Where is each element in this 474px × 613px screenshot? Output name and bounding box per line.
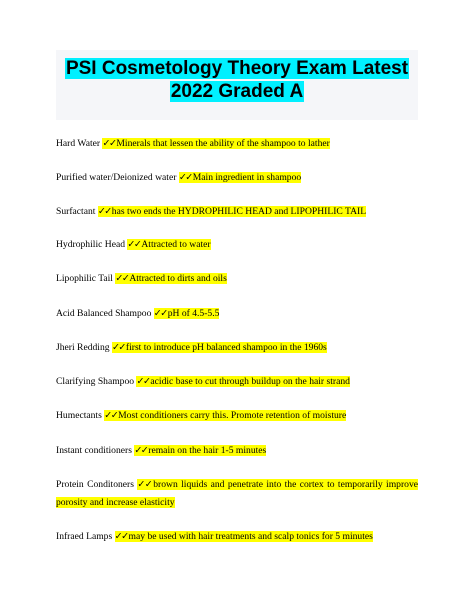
item-answer: brown liquids and penetrate into the cortex to temporarily improve porosity and increase elasticity — [56, 479, 419, 508]
item-term: Surfactant — [56, 206, 96, 217]
item-term: Humectants — [56, 410, 102, 421]
item-answer: remain on the hair 1-5 minutes — [148, 445, 267, 456]
double-check-icon: ✓✓ — [115, 273, 129, 284]
double-check-icon: ✓✓ — [134, 445, 148, 456]
item-term: Lipophilic Tail — [56, 273, 113, 284]
double-check-icon: ✓✓ — [104, 410, 118, 421]
item-term: Acid Balanced Shampoo — [56, 308, 152, 319]
item-answer: has two ends the HYDROPHILIC HEAD and LIPOPHILIC TAIL — [111, 206, 367, 217]
double-check-icon: ✓✓ — [114, 531, 128, 542]
item-answer: Attracted to water — [141, 239, 211, 250]
list-item — [56, 270, 418, 288]
list-item — [56, 203, 418, 221]
item-term: Protein Conditoners — [56, 479, 134, 490]
list-item — [56, 373, 418, 391]
item-answer: Most conditioners carry this. Promote retention of moisture — [118, 410, 347, 421]
item-answer: Attracted to dirts and oils — [129, 273, 227, 284]
document-title-text-2: 2022 Graded A — [170, 81, 304, 102]
list-item — [56, 407, 418, 425]
item-answer: may be used with hair treatments and scalp tonics for 5 minutes — [128, 531, 373, 542]
item-answer: pH of 4.5-5.5 — [167, 308, 220, 319]
item-term: Infraed Lamps — [56, 531, 113, 542]
document-title-line-1 — [56, 58, 418, 80]
double-check-icon: ✓✓ — [102, 138, 116, 149]
item-term: Hard Water — [56, 138, 101, 149]
title-box — [56, 50, 418, 120]
item-term: Instant conditioners — [56, 445, 132, 456]
item-term: Jheri Redding — [56, 342, 110, 353]
list-item — [56, 339, 418, 357]
list-item — [56, 305, 418, 323]
double-check-icon: ✓✓ — [136, 376, 150, 387]
double-check-icon: ✓✓ — [137, 479, 153, 490]
list-item — [56, 236, 418, 254]
list-item — [56, 169, 418, 187]
list-item — [56, 476, 418, 512]
double-check-icon: ✓✓ — [153, 308, 167, 319]
double-check-icon: ✓✓ — [127, 239, 141, 250]
item-term: Clarifying Shampoo — [56, 376, 135, 387]
item-term: Hydrophilic Head — [56, 239, 126, 250]
list-item — [56, 442, 418, 460]
double-check-icon: ✓✓ — [97, 206, 111, 217]
list-item — [56, 135, 418, 153]
item-answer: first to introduce pH balanced shampoo in the 1960s — [125, 342, 327, 353]
double-check-icon: ✓✓ — [111, 342, 125, 353]
item-term: Purified water/Deionized water — [56, 172, 177, 183]
list-item — [56, 528, 418, 546]
item-answer: acidic base to cut through buildup on the hair strand — [150, 376, 350, 387]
item-answer: Minerals that lessen the ability of the shampoo to lather — [116, 138, 330, 149]
document-title-line-2 — [56, 81, 418, 103]
document-title-text-1: PSI Cosmetology Theory Exam Latest — [65, 58, 409, 79]
double-check-icon: ✓✓ — [178, 172, 192, 183]
item-answer: Main ingredient in shampoo — [192, 172, 302, 183]
